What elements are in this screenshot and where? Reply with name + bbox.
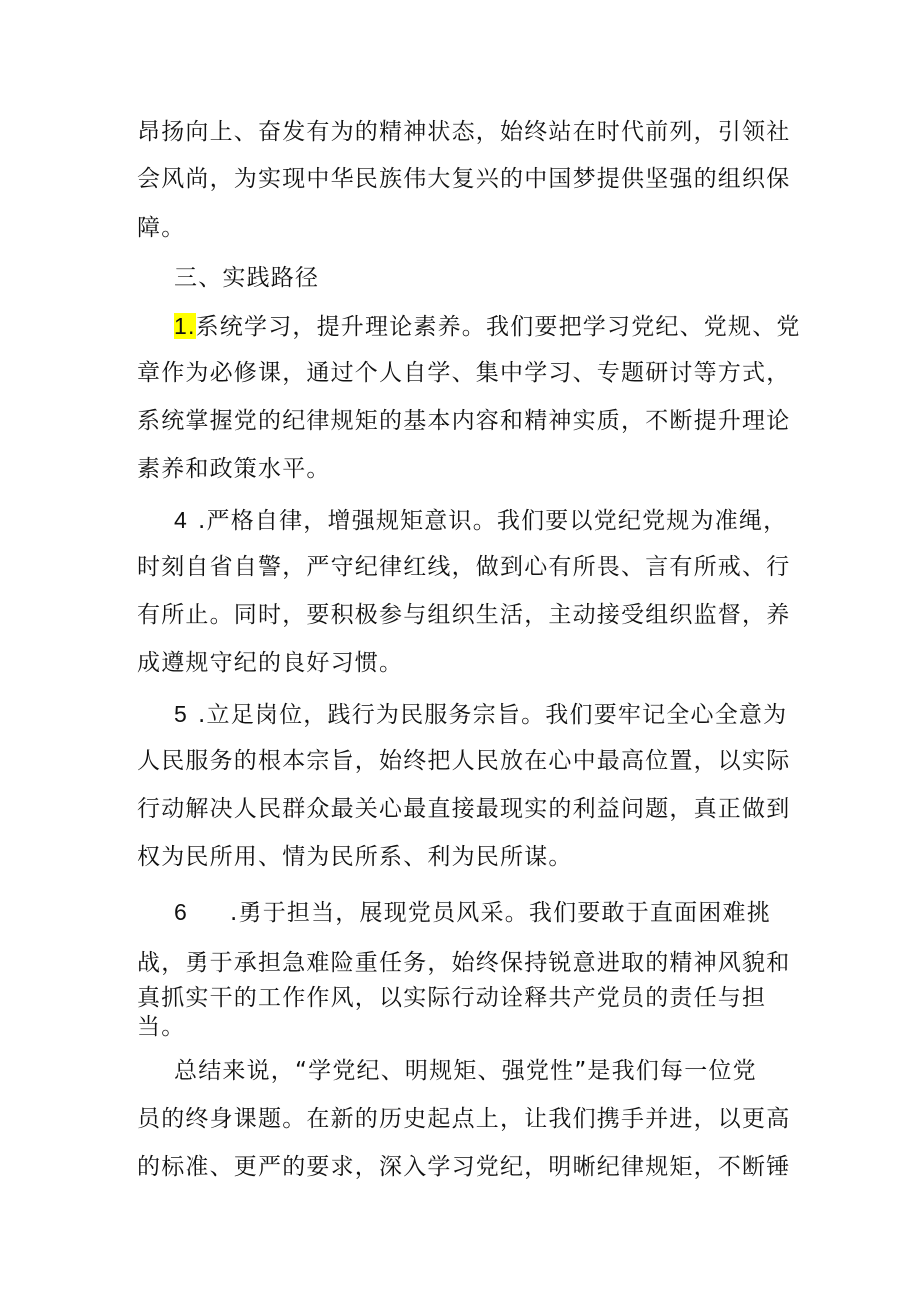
section-heading: 三、实践路径 [174, 265, 320, 291]
paragraph-line: 有所止。同时，要积极参与组织生活，主动接受组织监督，养 [137, 602, 791, 628]
paragraph-line: 时刻自省自警，严守纪律红线，做到心有所畏、言有所戒、行 [137, 554, 791, 580]
item-1-number: 1 [174, 313, 188, 339]
paragraph-line: 人民服务的根本宗旨，始终把人民放在心中最高位置，以实际 [137, 748, 791, 774]
paragraph-line: 行动解决人民群众最关心最直接最现实的利益问题，真正做到 [137, 796, 791, 822]
paragraph-line: 当。 [137, 1014, 186, 1040]
conclusion-line: 员的终身课题。在新的历史起点上，让我们携手并进，以更高 [137, 1106, 791, 1132]
item-4-heading-text: .严格自律，增强规矩意识。我们要以党纪党规为准绳， [198, 508, 788, 534]
item-6-number: 6 [174, 899, 188, 925]
item-1-number-highlight [174, 313, 196, 339]
paragraph-line: 真抓实干的工作作风，以实际行动诠释共产党员的责任与担 [137, 985, 767, 1011]
paragraph-line: 章作为必修课，通过个人自学、集中学习、专题研讨等方式， [137, 360, 791, 386]
item-6-heading-text: .勇于担当，展现党员风采。我们要敢于直面困难挑 [230, 900, 771, 926]
paragraph-line: 障。 [137, 215, 186, 241]
paragraph-line: 战，勇于承担急难险重任务，始终保持锐意进取的精神风貌和 [137, 950, 791, 976]
item-1-dot: . [188, 313, 196, 339]
item-5-number: 5 [174, 701, 188, 727]
item-1-heading-text: 系统学习，提升理论素养。我们要把学习党纪、党规、党 [195, 314, 801, 340]
item-4-first-line [174, 505, 787, 536]
item-1-first-line [174, 311, 801, 342]
paragraph-line: 系统掌握党的纪律规矩的基本内容和精神实质，不断提升理论 [137, 408, 791, 434]
item-4-number: 4 [174, 507, 188, 533]
item-6-first-line [174, 897, 771, 928]
item-5-heading-text: .立足岗位，践行为民服务宗旨。我们要牢记全心全意为 [198, 702, 788, 728]
conclusion-line: 的标准、更严的要求，深入学习党纪，明晰纪律规矩，不断锤 [137, 1154, 791, 1180]
item-5-first-line [174, 699, 787, 730]
paragraph-line: 会风尚，为实现中华民族伟大复兴的中国梦提供坚强的组织保 [137, 166, 791, 192]
paragraph-line: 权为民所用、情为民所系、利为民所谋。 [137, 844, 573, 870]
paragraph-line: 昂扬向上、奋发有为的精神状态，始终站在时代前列，引领社 [137, 119, 791, 145]
paragraph-line: 素养和政策水平。 [137, 456, 331, 482]
conclusion-line: 总结来说，“学党纪、明规矩、强党性”是我们每一位党 [174, 1058, 757, 1084]
paragraph-line: 成遵规守纪的良好习惯。 [137, 650, 404, 676]
